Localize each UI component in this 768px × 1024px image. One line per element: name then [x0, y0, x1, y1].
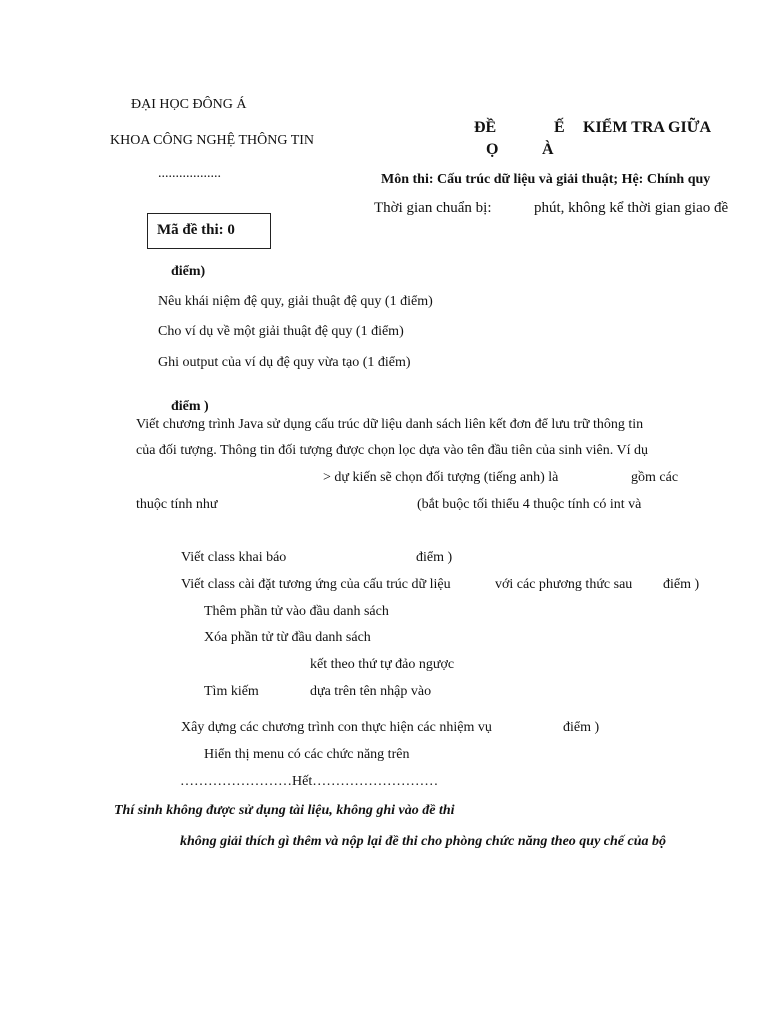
dotted-line: .................. [158, 166, 221, 181]
task1-points: điểm ) [416, 550, 453, 565]
part1-item-3: Ghi output của ví dụ đệ quy vừa tạo (1 điểm) [158, 355, 411, 370]
task3-text: Xây dựng các chương trình con thực hiện các nhiệm vụ [181, 720, 492, 735]
part2-paragraph-line4b: (bắt buộc tối thiểu 4 thuộc tính có int và [417, 497, 642, 512]
part2-paragraph-line1: Viết chương trình Java sử dụng cấu trúc dữ liệu danh sách liên kết đơn để lưu trữ thông tin [136, 417, 644, 432]
task2-methods: với các phương thức sau [495, 577, 633, 592]
note-line2: không giải thích gì thêm và nộp lại đề thi cho phòng chức năng theo quy chế của bộ [180, 834, 666, 849]
title-part3: KIỂM TRA GIỮA [583, 119, 712, 136]
part2-points: điểm ) [171, 399, 209, 414]
method-search-label: Tìm kiếm [204, 684, 259, 699]
part1-item-1: Nêu khái niệm đệ quy, giải thuật đệ quy (1 điểm) [158, 294, 433, 309]
method-reverse: kết theo thứ tự đảo ngược [310, 657, 455, 672]
part1-points: điểm) [171, 264, 206, 279]
title-part2: Ế [554, 119, 565, 136]
exam-code-box [147, 213, 271, 249]
part2-paragraph-line4a: thuộc tính như [136, 497, 218, 512]
exam-code: Mã đề thi: 0 [157, 222, 235, 238]
method-add-head: Thêm phần tử vào đầu danh sách [204, 604, 389, 619]
title-sub2: À [542, 141, 554, 158]
method-remove-head: Xóa phần tử từ đầu danh sách [204, 630, 371, 645]
time-suffix: phút, không kể thời gian giao đề [534, 200, 729, 216]
title-part1: ĐỀ [474, 119, 497, 136]
faculty-name: KHOA CÔNG NGHỆ THÔNG TIN [110, 133, 315, 148]
part2-paragraph-line3a: > dự kiến sẽ chọn đối tượng (tiếng anh) là [323, 470, 559, 485]
university-name: ĐẠI HỌC ĐÔNG Á [131, 97, 247, 112]
task1-text: Viết class khai báo [181, 550, 287, 565]
task3-points: điểm ) [563, 720, 600, 735]
time-prefix: Thời gian chuẩn bị: [374, 200, 492, 216]
part2-paragraph-line3b: gồm các [631, 470, 679, 485]
menu-task: Hiển thị menu có các chức năng trên [204, 747, 410, 762]
subject-line: Môn thi: Cấu trúc dữ liệu và giải thuật; Hệ: Chính quy [381, 172, 711, 187]
part1-item-2: Cho ví dụ về một giải thuật đệ quy (1 điểm) [158, 324, 404, 339]
note-line1: Thí sinh không được sử dụng tài liệu, không ghi vào đề thi [114, 803, 455, 818]
part2-paragraph-line2: của đối tượng. Thông tin đối tượng được chọn lọc dựa vào tên đầu tiên của sinh viên. Ví dụ [136, 443, 649, 458]
title-sub1: Ọ [486, 141, 499, 158]
task2-text: Viết class cài đặt tương ứng của cấu trúc dữ liệu [181, 577, 451, 592]
method-search-detail: dựa trên tên nhập vào [310, 684, 432, 699]
task2-points: điểm ) [663, 577, 700, 592]
end-line: ……………………Hết……………………… [180, 774, 439, 789]
